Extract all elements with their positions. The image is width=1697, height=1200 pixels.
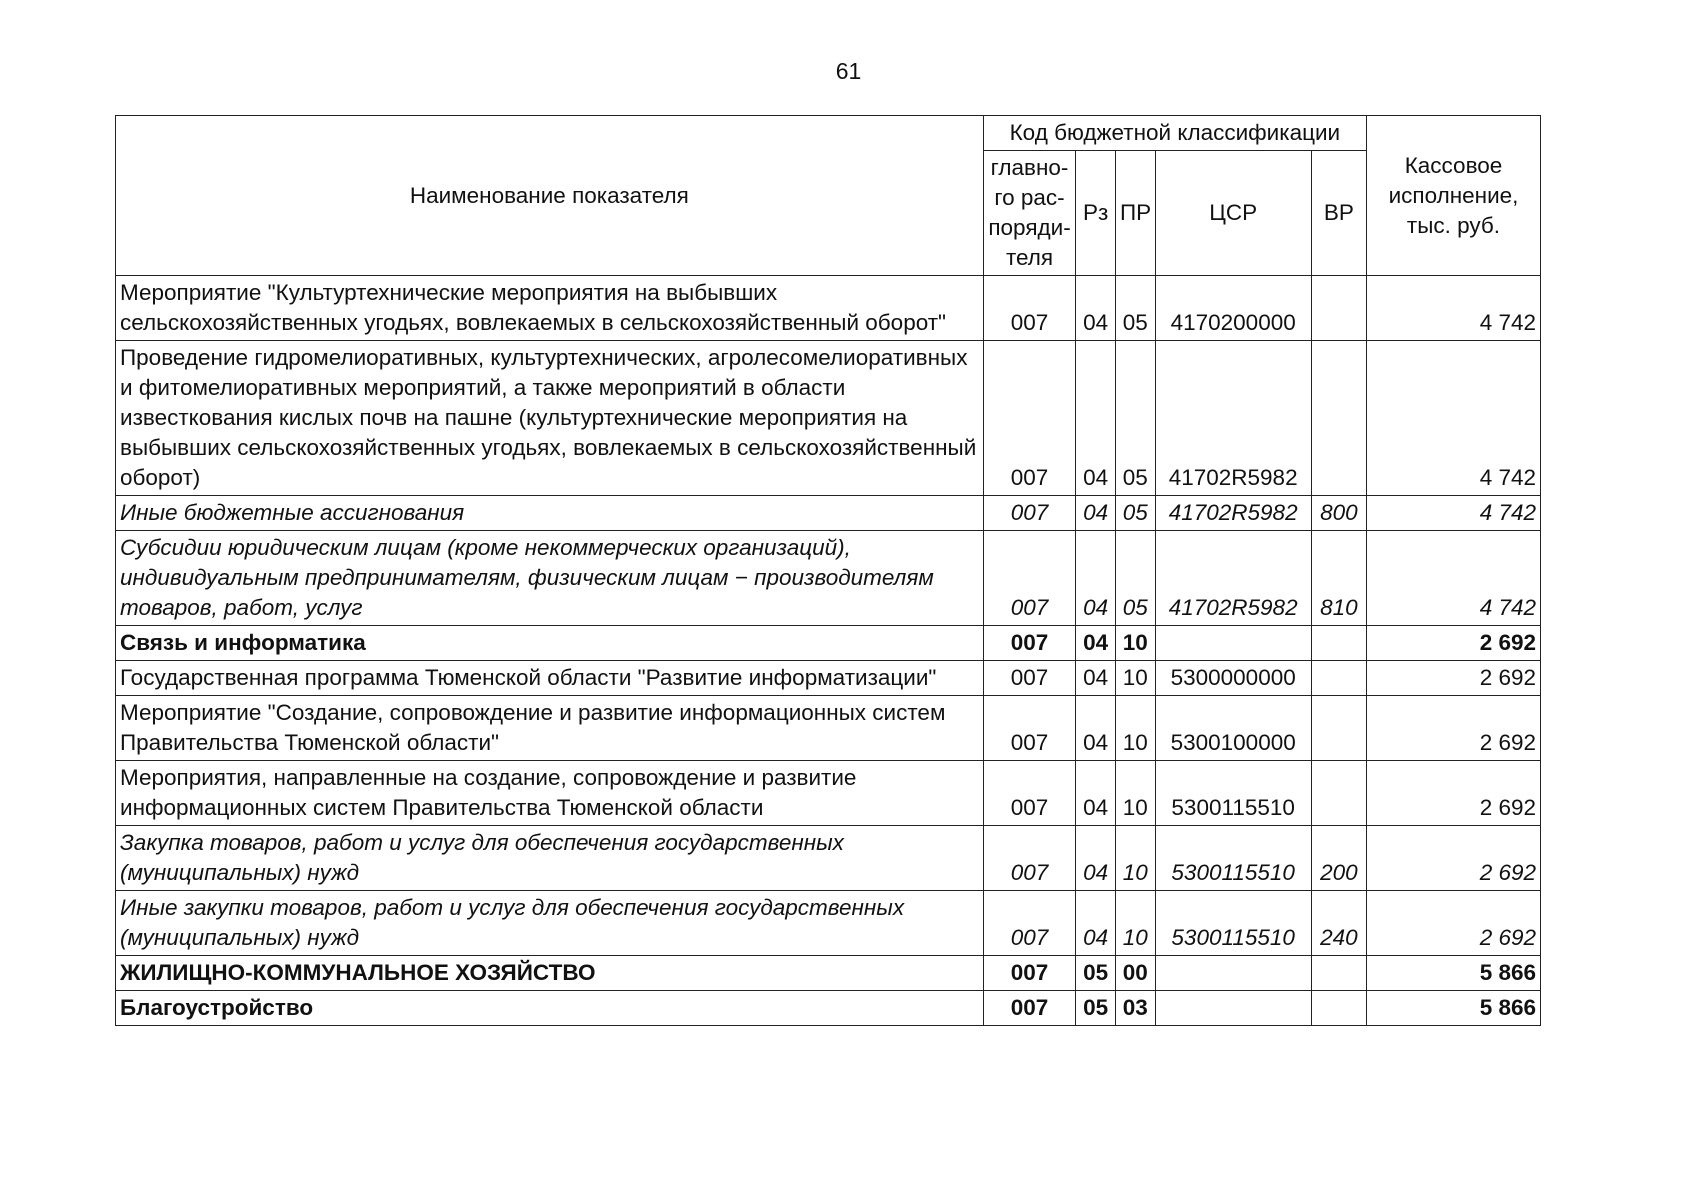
cell-sum: 5 866 (1367, 956, 1541, 991)
cell-vr (1311, 696, 1366, 761)
table-row (116, 276, 1541, 341)
cell-csr: 5300000000 (1155, 661, 1311, 696)
cell-csr (1155, 626, 1311, 661)
cell-name: Мероприятия, направленные на создание, сопровождение и развитие информационных систем Правительства Тюменской области (116, 761, 984, 826)
table-row (116, 626, 1541, 661)
header-sum-line: исполнение, (1388, 182, 1519, 208)
cell-name: Мероприятие "Создание, сопровождение и развитие информационных систем Правительства Тюменской области" (116, 696, 984, 761)
header-rz: Рз (1076, 151, 1116, 276)
table-row (116, 991, 1541, 1026)
cell-name: Субсидии юридическим лицам (кроме некоммерческих организаций), индивидуальным предпринимателям, физическим лицам − производителям товаров, работ, услуг (116, 531, 984, 626)
cell-vr: 800 (1311, 496, 1366, 531)
header-vr: ВР (1311, 151, 1366, 276)
cell-gl: 007 (983, 956, 1076, 991)
cell-gl: 007 (983, 531, 1076, 626)
table-row (116, 341, 1541, 496)
header-gl-line: теля (1005, 245, 1054, 270)
cell-pr: 10 (1115, 696, 1155, 761)
budget-table (115, 115, 1541, 1026)
cell-vr (1311, 661, 1366, 696)
cell-name: Мероприятие "Культуртехнические мероприятия на выбывших сельскохозяйственных угодьях, вовлекаемых в сельскохозяйственный оборот" (116, 276, 984, 341)
cell-gl: 007 (983, 761, 1076, 826)
cell-sum: 4 742 (1367, 276, 1541, 341)
table-row (116, 761, 1541, 826)
cell-rz: 04 (1076, 761, 1116, 826)
cell-pr: 10 (1115, 661, 1155, 696)
table-row (116, 826, 1541, 891)
table-header (116, 116, 1541, 276)
cell-sum: 2 692 (1367, 696, 1541, 761)
cell-name: Иные бюджетные ассигнования (116, 496, 984, 531)
cell-sum: 2 692 (1367, 661, 1541, 696)
cell-gl: 007 (983, 626, 1076, 661)
cell-gl: 007 (983, 991, 1076, 1026)
table-row (116, 531, 1541, 626)
cell-name: Иные закупки товаров, работ и услуг для обеспечения государственных (муниципальных) нужд (116, 891, 984, 956)
header-csr: ЦСР (1155, 151, 1311, 276)
header-gl-line: главно- (990, 155, 1069, 180)
cell-sum: 5 866 (1367, 991, 1541, 1026)
cell-rz: 04 (1076, 626, 1116, 661)
cell-csr: 41702R5982 (1155, 531, 1311, 626)
cell-gl: 007 (983, 496, 1076, 531)
cell-csr: 5300100000 (1155, 696, 1311, 761)
page-number: 61 (835, 58, 862, 84)
cell-pr: 05 (1115, 276, 1155, 341)
cell-csr: 5300115510 (1155, 761, 1311, 826)
cell-sum: 2 692 (1367, 891, 1541, 956)
cell-rz: 05 (1076, 956, 1116, 991)
cell-sum: 4 742 (1367, 531, 1541, 626)
cell-rz: 04 (1076, 891, 1116, 956)
header-name: Наименование показателя (116, 116, 984, 276)
table-row (116, 956, 1541, 991)
cell-csr: 5300115510 (1155, 891, 1311, 956)
header-pr: ПР (1115, 151, 1155, 276)
header-code-group: Код бюджетной классификации (983, 116, 1366, 151)
cell-name: Государственная программа Тюменской области "Развитие информатизации" (116, 661, 984, 696)
cell-vr (1311, 276, 1366, 341)
cell-vr (1311, 761, 1366, 826)
cell-name: Благоустройство (116, 991, 984, 1026)
cell-vr: 810 (1311, 531, 1366, 626)
header-gl-line: поряди- (988, 215, 1071, 240)
cell-csr: 5300115510 (1155, 826, 1311, 891)
cell-name: Связь и информатика (116, 626, 984, 661)
table-row (116, 696, 1541, 761)
cell-vr (1311, 956, 1366, 991)
cell-rz: 04 (1076, 661, 1116, 696)
cell-csr: 4170200000 (1155, 276, 1311, 341)
cell-pr: 05 (1115, 496, 1155, 531)
cell-gl: 007 (983, 891, 1076, 956)
cell-gl: 007 (983, 696, 1076, 761)
header-gl-line: го рас- (994, 185, 1065, 210)
header-sum-line: Кассовое (1404, 152, 1503, 178)
cell-gl: 007 (983, 826, 1076, 891)
cell-vr (1311, 341, 1366, 496)
cell-name: ЖИЛИЩНО-КОММУНАЛЬНОЕ ХОЗЯЙСТВО (116, 956, 984, 991)
cell-gl: 007 (983, 341, 1076, 496)
cell-name: Проведение гидромелиоративных, культуртехнических, агролесомелиоративных и фитомелиоративных мероприятий, а также мероприятий в области известкования кислых почв на пашне (культуртехнические мероприятия на выбывших сельскохозяйственных угодьях, вовлекаемых в сельскохозяйственный оборот) (116, 341, 984, 496)
table-row (116, 661, 1541, 696)
cell-pr: 05 (1115, 531, 1155, 626)
cell-pr: 00 (1115, 956, 1155, 991)
cell-vr (1311, 991, 1366, 1026)
cell-vr (1311, 626, 1366, 661)
cell-pr: 10 (1115, 826, 1155, 891)
header-gl (983, 151, 1076, 276)
cell-rz: 04 (1076, 341, 1116, 496)
cell-vr: 200 (1311, 826, 1366, 891)
table-body (116, 276, 1541, 1026)
cell-pr: 05 (1115, 341, 1155, 496)
cell-gl: 007 (983, 661, 1076, 696)
cell-gl: 007 (983, 276, 1076, 341)
cell-pr: 10 (1115, 761, 1155, 826)
cell-csr (1155, 956, 1311, 991)
cell-rz: 04 (1076, 531, 1116, 626)
cell-pr: 10 (1115, 891, 1155, 956)
cell-sum: 2 692 (1367, 826, 1541, 891)
cell-rz: 04 (1076, 826, 1116, 891)
cell-sum: 4 742 (1367, 496, 1541, 531)
cell-sum: 2 692 (1367, 761, 1541, 826)
cell-name: Закупка товаров, работ и услуг для обеспечения государственных (муниципальных) нужд (116, 826, 984, 891)
table-row (116, 496, 1541, 531)
cell-rz: 05 (1076, 991, 1116, 1026)
cell-rz: 04 (1076, 276, 1116, 341)
header-sum-line: тыс. руб. (1406, 212, 1501, 238)
cell-sum: 4 742 (1367, 341, 1541, 496)
cell-sum: 2 692 (1367, 626, 1541, 661)
cell-rz: 04 (1076, 496, 1116, 531)
cell-vr: 240 (1311, 891, 1366, 956)
table-row (116, 891, 1541, 956)
cell-rz: 04 (1076, 696, 1116, 761)
cell-csr: 41702R5982 (1155, 341, 1311, 496)
cell-pr: 10 (1115, 626, 1155, 661)
cell-pr: 03 (1115, 991, 1155, 1026)
header-sum (1367, 116, 1541, 276)
cell-csr: 41702R5982 (1155, 496, 1311, 531)
cell-csr (1155, 991, 1311, 1026)
